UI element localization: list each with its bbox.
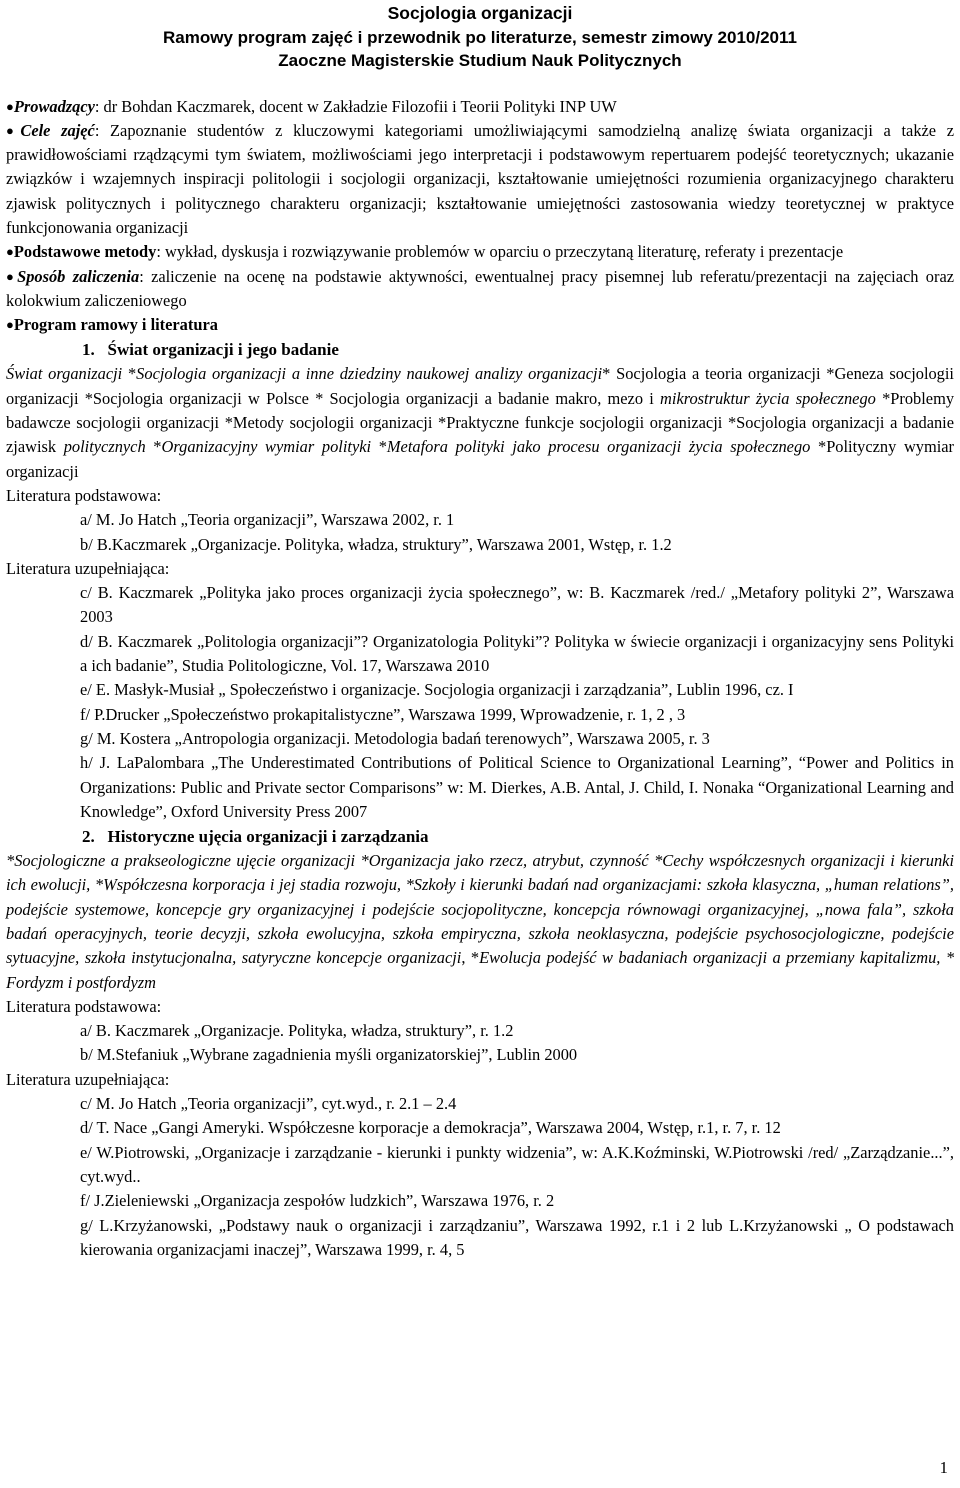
document-program: Zaoczne Magisterskie Studium Nauk Politycznych bbox=[278, 51, 682, 70]
section-number: 2. bbox=[82, 827, 95, 847]
section-2-heading bbox=[6, 824, 954, 849]
reference-item: a/ M. Jo Hatch „Teoria organizacji”, Warszawa 2002, r. 1 bbox=[80, 510, 455, 530]
section-2-lit-basic-label: Literatura podstawowa: bbox=[6, 996, 162, 1016]
credit-text: : zaliczenie na ocenę na podstawie aktywności, ewentualnej pracy pisemnej lub referatu/prezentacji na zajęciach oraz kolokwium zaliczeniowego bbox=[6, 266, 954, 310]
reference-item: h/ J. LaPalombara „The Underestimated Contributions of Political Science to Organizational Learning”, “Power and Politics in Organizations: Public and Private sector Comparisons” w: M. Dierkes, A.B. Antal, J. Child, I. Nonaka “Organizational Learning and Knowledge”, Oxford University Press 2007 bbox=[80, 753, 954, 821]
program-label: Program ramowy i literatura bbox=[13, 315, 218, 335]
bullet-icon: ● bbox=[6, 317, 14, 333]
section-1-lit-extra-label: Literatura uzupełniająca: bbox=[6, 558, 170, 578]
bullet-icon: ● bbox=[6, 122, 21, 138]
bullet-icon: ● bbox=[6, 244, 14, 260]
reference-item: e/ E. Masłyk-Musiał „ Społeczeństwo i organizacje. Socjologia organizacji i zarządzania”, Lublin 1996, cz. I bbox=[80, 680, 794, 700]
goals-label: Cele zajęć bbox=[20, 120, 95, 140]
section-1-lit-basic-label: Literatura podstawowa: bbox=[6, 485, 162, 505]
credit-paragraph bbox=[6, 265, 954, 314]
reference-item: c/ M. Jo Hatch „Teoria organizacji”, cyt.wyd., r. 2.1 – 2.4 bbox=[80, 1094, 457, 1114]
reference-item: a/ B. Kaczmarek „Organizacje. Polityka, władza, struktury”, r. 1.2 bbox=[80, 1021, 514, 1041]
methods-text: : wykład, dyskusja i rozwiązywanie problemów w oparciu o przeczytaną literaturę, referaty i prezentacje bbox=[156, 242, 844, 262]
document-subtitle: Ramowy program zajęć i przewodnik po literaturze, semestr zimowy 2010/2011 bbox=[163, 27, 797, 47]
methods-paragraph bbox=[6, 240, 954, 264]
program-paragraph bbox=[6, 313, 954, 337]
section-1-topics: Świat organizacji *Socjologia organizacji a inne dziedziny naukowej analizy organizacji* Socjologia a teoria organizacji *Geneza socjologii organizacji *Socjologia organizacji w Polsce * Socjologia organizacji a badanie makro, mezo i mikrostruktur życia społecznego *Problemy badawcze socjologii organizacji *Metody socjologii organizacji *Praktyczne funkcje socjologii organizacji *Socjologia organizacji a badanie zjawisk politycznych *Organizacyjny wymiar polityki *Metafora polityki jako procesu organizacji życia społecznego *Polityczny wymiar organizacji bbox=[6, 364, 955, 481]
goals-text: : Zapoznanie studentów z kluczowymi kategoriami umożliwiającymi samodzielną analizę świata organizacji a także z prawidłowościami rządzącymi tym światem, możliwościami jego interpretacji i podstawowym repertuarem podejść teoretycznych; ukazanie związków i wzajemnych inspiracji politologii i socjologii organizacji, kształtowanie umiejętności rozumienia organizacyjnego charakteru zjawisk politycznych i politycznego charakteru organizacji; kształtowanie umiejętności zastosowania wiedzy teoretycznej w praktyce funkcjonowania organizacji bbox=[6, 120, 955, 237]
reference-item: f/ J.Zieleniewski „Organizacja zespołów ludzkich”, Warszawa 1976, r. 2 bbox=[80, 1191, 555, 1211]
document-page bbox=[6, 2, 954, 1262]
section-title: Świat organizacji i jego badanie bbox=[107, 340, 339, 360]
reference-item: b/ M.Stefaniuk „Wybrane zagadnienia myśli organizatorskiej”, Lublin 2000 bbox=[80, 1045, 578, 1065]
lecturer-text: : dr Bohdan Kaczmarek, docent w Zakładzie Filozofii i Teorii Polityki INP UW bbox=[94, 96, 617, 116]
lecturer-paragraph bbox=[6, 95, 954, 119]
document-header bbox=[6, 2, 954, 73]
lecturer-label: Prowadzący bbox=[13, 96, 95, 116]
reference-item: d/ T. Nace „Gangi Ameryki. Współczesne korporacje a demokracja”, Warszawa 2004, Wstęp, r.1, r. 7, r. 12 bbox=[80, 1118, 781, 1138]
goals-paragraph bbox=[6, 119, 954, 240]
section-number: 1. bbox=[82, 340, 95, 360]
section-title: Historyczne ujęcia organizacji i zarządzania bbox=[107, 827, 429, 847]
reference-item: d/ B. Kaczmarek „Politologia organizacji”? Organizatologia Polityki”? Polityka w świecie organizacji i organizacyjny sens Polityki a ich badanie”, Studia Politologiczne, Vol. 17, Warszawa 2010 bbox=[80, 631, 954, 676]
reference-item: g/ L.Krzyżanowski, „Podstawy nauk o organizacji i zarządzaniu”, Warszawa 1992, r.1 i 2 lub L.Krzyżanowski „ O podstawach kierowania organizacjami inaczej”, Warszawa 1999, r. 4, 5 bbox=[80, 1215, 954, 1259]
document-title: Socjologia organizacji bbox=[387, 3, 573, 23]
bullet-icon: ● bbox=[6, 98, 14, 114]
reference-item: c/ B. Kaczmarek „Polityka jako proces organizacji życia społecznego”, w: B. Kaczmarek /red./ „Metafory polityki 2”, Warszawa 2003 bbox=[80, 583, 954, 627]
reference-item: f/ P.Drucker „Społeczeństwo prokapitalistyczne”, Warszawa 1999, Wprowadzenie, r. 1, 2 , 3 bbox=[80, 704, 686, 724]
section-1-heading bbox=[6, 337, 954, 362]
methods-label: Podstawowe metody bbox=[13, 242, 157, 262]
page-number: 1 bbox=[939, 1458, 948, 1477]
section-2-topics: *Socjologiczne a prakseologiczne ujęcie organizacji *Organizacja jako rzecz, atrybut, czynność *Cechy współczesnych organizacji i kierunki ich ewolucji, *Współczesna korporacja i jej stadia rozwoju, *Szkoły i kierunki badań nad organizacjami: szkoła klasyczna, „human relations”, podejście systemowe, koncepcje gry organizacyjnej i podejście socjopolityczne, koncepcja równowagi organizacyjnej, „nowa fala”, szkoła badań operacyjnych, teorie decyzji, szkoła ewolucyjna, szkoła empiryczna, szkoła neoklasyczna, podejście psychosocjologiczne, podejście sytuacyjne, szkoła instytucjonalna, satyryczne koncepcje organizacji, *Ewolucja podejść w badaniach organizacji a przemiany kapitalizmu, * Fordyzm i postfordyzm bbox=[6, 851, 955, 992]
section-2-lit-extra-label: Literatura uzupełniająca: bbox=[6, 1069, 170, 1089]
reference-item: b/ B.Kaczmarek „Organizacje. Polityka, władza, struktury”, Warszawa 2001, Wstęp, r. 1.2 bbox=[80, 534, 672, 554]
bullet-icon: ● bbox=[6, 268, 18, 284]
reference-item: e/ W.Piotrowski, „Organizacje i zarządzanie - kierunki i punkty widzenia”, w: A.K.Koźminski, W.Piotrowski /red/ „Zarządzanie...”, cyt.wyd.. bbox=[80, 1142, 954, 1186]
reference-item: g/ M. Kostera „Antropologia organizacji. Metodologia badań terenowych”, Warszawa 2005, r. 3 bbox=[80, 728, 710, 748]
credit-label: Sposób zaliczenia bbox=[17, 266, 140, 286]
